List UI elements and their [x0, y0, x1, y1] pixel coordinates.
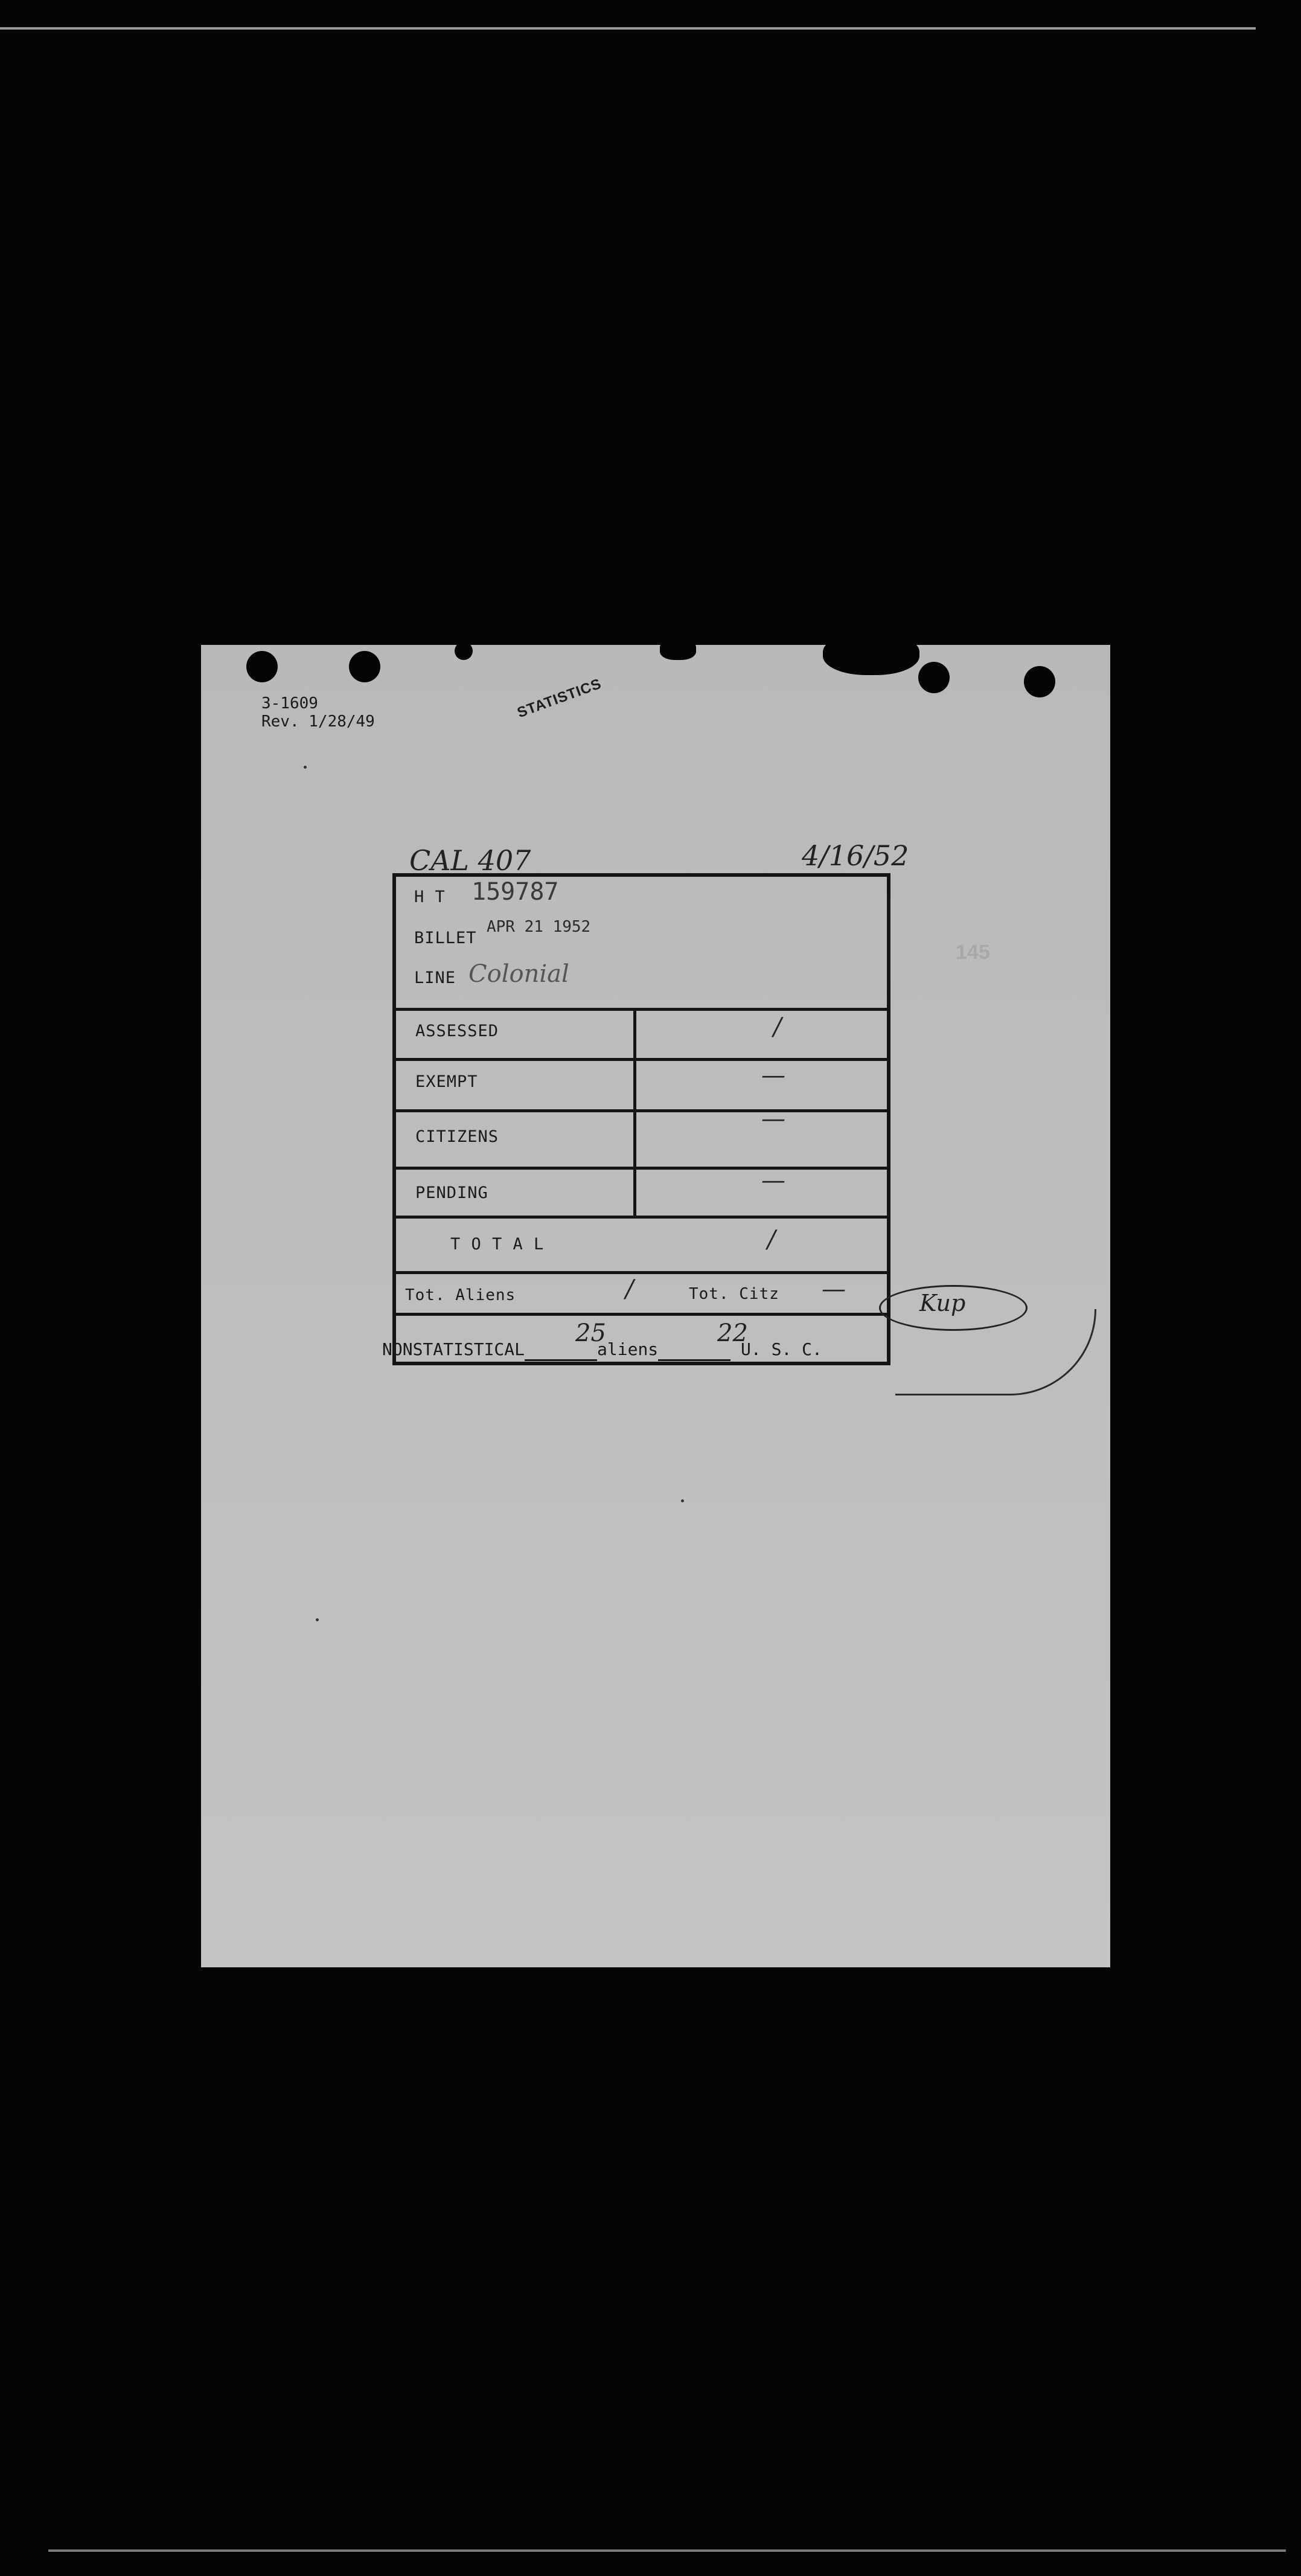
- total-label: T O T A L: [450, 1235, 545, 1254]
- form-number-block: [261, 694, 375, 731]
- table-rule: [396, 1008, 887, 1011]
- form-revision: Rev. 1/28/49: [261, 713, 375, 731]
- column-divider: [633, 1008, 636, 1219]
- table-rule: [396, 1058, 887, 1061]
- line-value: Colonial: [468, 960, 569, 988]
- total-aliens-value: /: [625, 1275, 634, 1303]
- nonstat-aliens-count: 25: [575, 1319, 606, 1347]
- paper-speck: [304, 766, 307, 769]
- billet-label: BILLET: [414, 929, 477, 947]
- punch-hole: [246, 651, 278, 682]
- film-edge-top: [0, 27, 1256, 30]
- film-edge-bottom: [48, 2549, 1286, 2552]
- table-rule: [396, 1167, 887, 1170]
- torn-notch: [455, 642, 473, 660]
- punch-hole: [349, 651, 380, 682]
- row-label-citizens: CITIZENS: [415, 1127, 499, 1146]
- signature-tail: [895, 1309, 1096, 1395]
- row-label-assessed: ASSESSED: [415, 1022, 499, 1040]
- document-sheet: [201, 645, 1110, 1967]
- paper-speck: [681, 1499, 684, 1502]
- table-rule: [396, 1313, 887, 1316]
- line-label: LINE: [414, 969, 456, 987]
- torn-notch: [660, 639, 696, 660]
- total-value: /: [767, 1226, 776, 1254]
- table-rule: [396, 1109, 887, 1112]
- total-citizens-label: Tot. Citz: [689, 1285, 779, 1303]
- total-citizens-value: —: [822, 1275, 846, 1303]
- punch-hole: [1024, 666, 1055, 697]
- ht-value: 159787: [471, 878, 559, 906]
- row-value-citizens: —: [761, 1105, 785, 1133]
- punch-hole: [918, 662, 950, 693]
- aliens-label: aliens: [597, 1339, 659, 1359]
- total-aliens-label: Tot. Aliens: [405, 1286, 516, 1304]
- table-rule: [396, 1216, 887, 1219]
- table-rule: [396, 1271, 887, 1274]
- ht-label: H T: [414, 888, 446, 906]
- row-label-pending: PENDING: [415, 1184, 488, 1202]
- row-value-pending: —: [761, 1167, 785, 1194]
- row-label-exempt: EXEMPT: [415, 1072, 478, 1091]
- torn-notch: [823, 633, 919, 675]
- statistics-table: [392, 873, 890, 1365]
- paper-speck: [316, 1618, 319, 1621]
- row-value-assessed: /: [773, 1013, 782, 1041]
- nonstat-usc-count: 22: [717, 1319, 748, 1347]
- billet-value: APR 21 1952: [487, 918, 591, 936]
- usc-label: U. S. C.: [741, 1339, 822, 1359]
- handwritten-date: 4/16/52: [802, 839, 909, 872]
- page-number: 145: [956, 941, 990, 964]
- nonstatistical-label: NONSTATISTICAL: [382, 1339, 525, 1359]
- initials-signature: Kup: [919, 1290, 966, 1316]
- cal-number: CAL 407: [409, 844, 531, 877]
- form-number: 3-1609: [261, 694, 318, 713]
- row-value-exempt: —: [761, 1062, 785, 1089]
- statistics-stamp: STATISTICS: [515, 675, 604, 722]
